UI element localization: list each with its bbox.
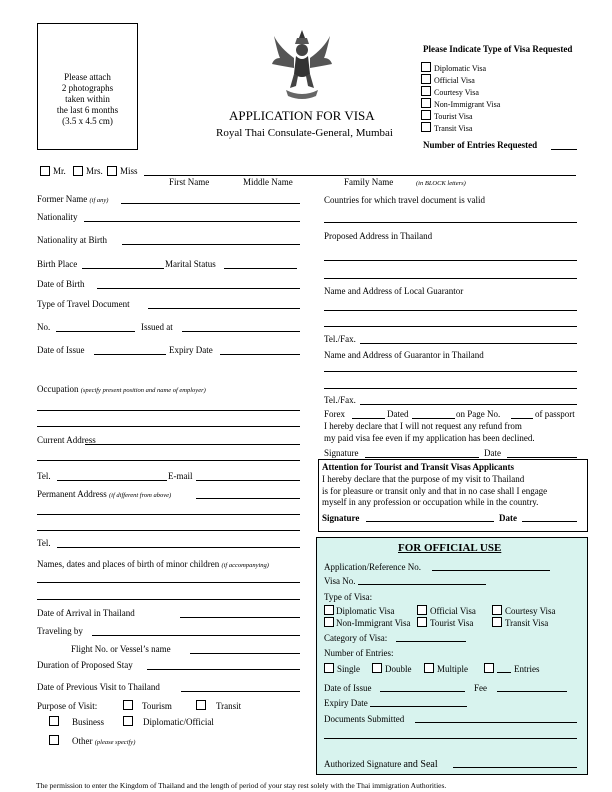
guarantor-thailand-field-line[interactable] xyxy=(324,388,577,389)
official-expiry-label: Expiry Date xyxy=(324,698,368,708)
official-checkbox-courtesy[interactable] xyxy=(492,605,502,615)
tel-fax2-label: Tel./Fax. xyxy=(324,395,356,405)
expiry-date-label: Expiry Date xyxy=(169,345,213,355)
declaration-line: my paid visa fee even if my application has been declined. xyxy=(324,433,535,443)
checkbox-official[interactable] xyxy=(421,74,431,84)
date-of-birth-label: Date of Birth xyxy=(37,279,85,289)
previous-visit-label: Date of Previous Visit to Thailand xyxy=(37,682,160,692)
traveling-by-label: Traveling by xyxy=(37,626,83,636)
guarantor-thailand-label: Name and Address of Guarantor in Thailand xyxy=(324,350,484,360)
official-date-issue-label: Date of Issue xyxy=(324,683,372,693)
full-name-field[interactable] xyxy=(144,175,576,176)
signature-label: Signature xyxy=(324,448,359,458)
visa-option: Non-Immigrant Visa xyxy=(434,100,501,109)
date-of-issue-label: Date of Issue xyxy=(37,345,85,355)
issued-at-label: Issued at xyxy=(141,322,173,332)
attention-line: is for pleasure or transit only and that in no case shall I engage xyxy=(322,486,548,496)
checkbox-diplomatic[interactable] xyxy=(421,62,431,72)
tel-fax2-field[interactable] xyxy=(360,404,577,405)
official-visa-type: Transit Visa xyxy=(505,618,549,628)
permanent-address-field[interactable] xyxy=(196,498,300,499)
entries-multiple: Multiple xyxy=(437,664,468,674)
entries-checkbox-multiple[interactable] xyxy=(424,663,434,673)
minor-children-label: Names, dates and places of birth of minor children (if accompanying) xyxy=(37,559,269,569)
checkbox-other[interactable] xyxy=(49,735,59,745)
attention-line: myself in any profession or occupation while in the country. xyxy=(322,497,539,507)
docs-submitted-field-line[interactable] xyxy=(324,738,577,739)
duration-label: Duration of Proposed Stay xyxy=(37,660,133,670)
entries-double: Double xyxy=(385,664,412,674)
tel-label: Tel. xyxy=(37,471,51,481)
auth-signature-label: Authorized Signature and Seal xyxy=(324,759,438,770)
purpose-transit: Transit xyxy=(216,701,242,711)
permanent-address-field-line[interactable] xyxy=(37,530,300,531)
fee-field[interactable] xyxy=(497,691,567,692)
entries-requested-field[interactable] xyxy=(551,149,577,150)
title-mrs: Mrs. xyxy=(86,166,103,176)
purpose-tourism: Tourism xyxy=(142,701,172,711)
tel-fax-field[interactable] xyxy=(360,343,577,344)
dated-field[interactable] xyxy=(412,418,455,419)
attention-date-label: Date xyxy=(499,513,517,523)
former-name-field[interactable] xyxy=(121,203,300,204)
nationality-birth-field[interactable] xyxy=(122,244,300,245)
official-checkbox-official[interactable] xyxy=(417,605,427,615)
minor-children-field-line[interactable] xyxy=(37,582,300,583)
nationality-birth-label: Nationality at Birth xyxy=(37,235,107,245)
checkbox-purpose-transit[interactable] xyxy=(196,700,206,710)
local-guarantor-field-line[interactable] xyxy=(324,310,577,311)
issued-at-field[interactable] xyxy=(182,331,300,332)
proposed-address-field-line[interactable] xyxy=(324,278,577,279)
countries-field[interactable] xyxy=(324,222,577,223)
travel-doc-type-label: Type of Travel Document xyxy=(37,299,130,309)
guarantor-thailand-field-line[interactable] xyxy=(324,371,577,372)
visa-no-label: Visa No. xyxy=(324,576,356,586)
email-label: E-mail xyxy=(168,471,193,481)
permanent-address-field-line[interactable] xyxy=(37,514,300,515)
travel-doc-type-field[interactable] xyxy=(148,308,300,309)
entries-label: Entries xyxy=(514,664,540,674)
dated-label: Dated xyxy=(387,409,409,419)
occupation-label: Occupation (specify present position and name of employer) xyxy=(37,384,206,394)
current-address-field-line[interactable] xyxy=(37,460,300,461)
countries-label: Countries for which travel document is valid xyxy=(324,195,485,205)
entries-single: Single xyxy=(337,664,361,674)
visa-type-heading: Please Indicate Type of Visa Requested xyxy=(423,44,573,54)
flight-no-field[interactable] xyxy=(190,653,300,654)
auth-signature-field[interactable] xyxy=(453,767,577,768)
footer-note: The permission to enter the Kingdom of Thailand and the length of period of your stay rest solely with the Thai immigration Authorities. xyxy=(36,781,447,790)
tel2-field[interactable] xyxy=(57,547,300,548)
visa-option: Tourist Visa xyxy=(434,112,473,121)
visa-option: Transit Visa xyxy=(434,124,473,133)
app-ref-label: Application/Reference No. xyxy=(324,562,421,572)
proposed-address-field-line[interactable] xyxy=(324,260,577,261)
entries-checkbox-single[interactable] xyxy=(324,663,334,673)
checkbox-tourism[interactable] xyxy=(123,700,133,710)
current-address-label: Current Address xyxy=(37,435,96,445)
official-use-heading: FOR OFFICIAL USE xyxy=(398,542,502,554)
attention-heading: Attention for Tourist and Transit Visas Applicants xyxy=(322,462,515,472)
family-name-label: Family Name xyxy=(344,177,394,187)
entries-requested-label: Number of Entries Requested xyxy=(423,140,538,150)
checkbox-mrs[interactable] xyxy=(73,166,83,176)
duration-field[interactable] xyxy=(147,669,300,670)
visa-no-field[interactable] xyxy=(358,584,486,585)
official-visa-type: Non-Immigrant Visa xyxy=(336,618,411,628)
former-name-label: Former Name (if any) xyxy=(37,194,109,204)
expiry-date-field[interactable] xyxy=(220,354,300,355)
date-of-issue-field[interactable] xyxy=(94,354,166,355)
tel-field[interactable] xyxy=(57,480,167,481)
docs-submitted-field[interactable] xyxy=(415,722,577,723)
email-field[interactable] xyxy=(196,480,300,481)
middle-name-label: Middle Name xyxy=(243,177,293,187)
entries-checkbox-double[interactable] xyxy=(372,663,382,673)
traveling-by-field[interactable] xyxy=(92,635,300,636)
official-date-issue-field[interactable] xyxy=(380,691,465,692)
forex-label: Forex xyxy=(324,409,345,419)
entries-checkbox-custom[interactable] xyxy=(484,663,494,673)
checkbox-diplomatic-official[interactable] xyxy=(123,716,133,726)
attention-date-field[interactable] xyxy=(522,521,577,522)
visa-option: Diplomatic Visa xyxy=(434,64,487,73)
title-miss: Miss xyxy=(120,166,138,176)
official-checkbox-transit[interactable] xyxy=(492,617,502,627)
purpose-label: Purpose of Visit: xyxy=(37,701,98,711)
attention-signature-field[interactable] xyxy=(366,521,494,522)
tel2-label: Tel. xyxy=(37,538,51,548)
declaration-line: I hereby declare that I will not request any refund from xyxy=(324,421,522,431)
visa-option: Courtesy Visa xyxy=(434,88,479,97)
form-title: APPLICATION FOR VISA xyxy=(229,108,375,123)
num-entries-label: Number of Entries: xyxy=(324,648,394,658)
of-passport-label: of passport xyxy=(535,409,575,419)
occupation-field-line[interactable] xyxy=(37,410,300,411)
official-visa-type: Official Visa xyxy=(430,606,476,616)
purpose-business: Business xyxy=(72,717,105,727)
photo-box xyxy=(37,23,138,150)
forex-field[interactable] xyxy=(352,418,385,419)
birth-place-label: Birth Place xyxy=(37,259,78,269)
date-arrival-label: Date of Arrival in Thailand xyxy=(37,608,135,618)
date-arrival-field[interactable] xyxy=(180,617,300,618)
official-expiry-field[interactable] xyxy=(370,706,467,707)
tel-fax-label: Tel./Fax. xyxy=(324,334,356,344)
purpose-diplomatic-official: Diplomatic/Official xyxy=(143,717,214,727)
app-ref-field[interactable] xyxy=(432,570,550,571)
signature-field[interactable] xyxy=(365,457,479,458)
minor-children-field-line[interactable] xyxy=(37,599,300,600)
checkbox-mr[interactable] xyxy=(40,166,50,176)
checkbox-non-immigrant[interactable] xyxy=(421,98,431,108)
date-label: Date xyxy=(484,448,501,458)
page-no-label: on Page No. xyxy=(456,409,501,419)
doc-no-field[interactable] xyxy=(56,331,135,332)
visa-option: Official Visa xyxy=(434,76,475,85)
local-guarantor-field-line[interactable] xyxy=(324,326,577,327)
checkbox-courtesy[interactable] xyxy=(421,86,431,96)
date-field[interactable] xyxy=(507,457,577,458)
purpose-other: Other (please specify) xyxy=(72,736,136,746)
entries-custom-field[interactable] xyxy=(497,672,511,673)
date-of-birth-field[interactable] xyxy=(97,288,300,289)
flight-no-label: Flight No. or Vessel’s name xyxy=(71,644,171,654)
birth-place-field[interactable] xyxy=(82,268,164,269)
category-field[interactable] xyxy=(396,641,466,642)
official-visa-type: Courtesy Visa xyxy=(505,606,556,616)
official-checkbox-non-immigrant[interactable] xyxy=(324,617,334,627)
occupation-field-line[interactable] xyxy=(37,426,300,427)
checkbox-miss[interactable] xyxy=(107,166,117,176)
local-guarantor-label: Name and Address of Local Guarantor xyxy=(324,286,464,296)
nationality-label: Nationality xyxy=(37,212,78,222)
marital-status-field[interactable] xyxy=(224,268,297,269)
first-name-label: First Name xyxy=(169,177,210,187)
checkbox-transit[interactable] xyxy=(421,122,431,132)
permanent-address-label: Permanent Address (if different from above) xyxy=(37,489,172,499)
proposed-address-label: Proposed Address in Thailand xyxy=(324,231,433,241)
doc-no-label: No. xyxy=(37,322,51,332)
nationality-field[interactable] xyxy=(84,221,300,222)
checkbox-business[interactable] xyxy=(49,716,59,726)
photo-instructions: Please attach 2 photographs taken within the last 6 months (3.5 x 4.5 cm) xyxy=(56,72,119,126)
title-mr: Mr. xyxy=(53,166,66,176)
attention-line: I hereby declare that the purpose of my visit to Thailand xyxy=(322,474,525,484)
official-checkbox-diplomatic[interactable] xyxy=(324,605,334,615)
official-visa-type: Tourist Visa xyxy=(430,618,474,628)
official-visa-type: Diplomatic Visa xyxy=(336,606,395,616)
docs-submitted-label: Documents Submitted xyxy=(324,714,405,724)
form-subtitle: Royal Thai Consulate-General, Mumbai xyxy=(216,127,393,139)
page-no-field[interactable] xyxy=(511,418,533,419)
checkbox-tourist[interactable] xyxy=(421,110,431,120)
block-letters-note: (in BLOCK letters) xyxy=(416,180,466,187)
attention-signature-label: Signature xyxy=(322,513,360,523)
marital-status-label: Marital Status xyxy=(165,259,216,269)
official-checkbox-tourist[interactable] xyxy=(417,617,427,627)
previous-visit-field[interactable] xyxy=(181,691,300,692)
current-address-field[interactable] xyxy=(85,444,300,445)
garuda-emblem-icon xyxy=(270,28,334,102)
type-of-visa-label: Type of Visa: xyxy=(324,592,373,602)
fee-label: Fee xyxy=(474,683,487,693)
category-label: Category of Visa: xyxy=(324,633,388,643)
